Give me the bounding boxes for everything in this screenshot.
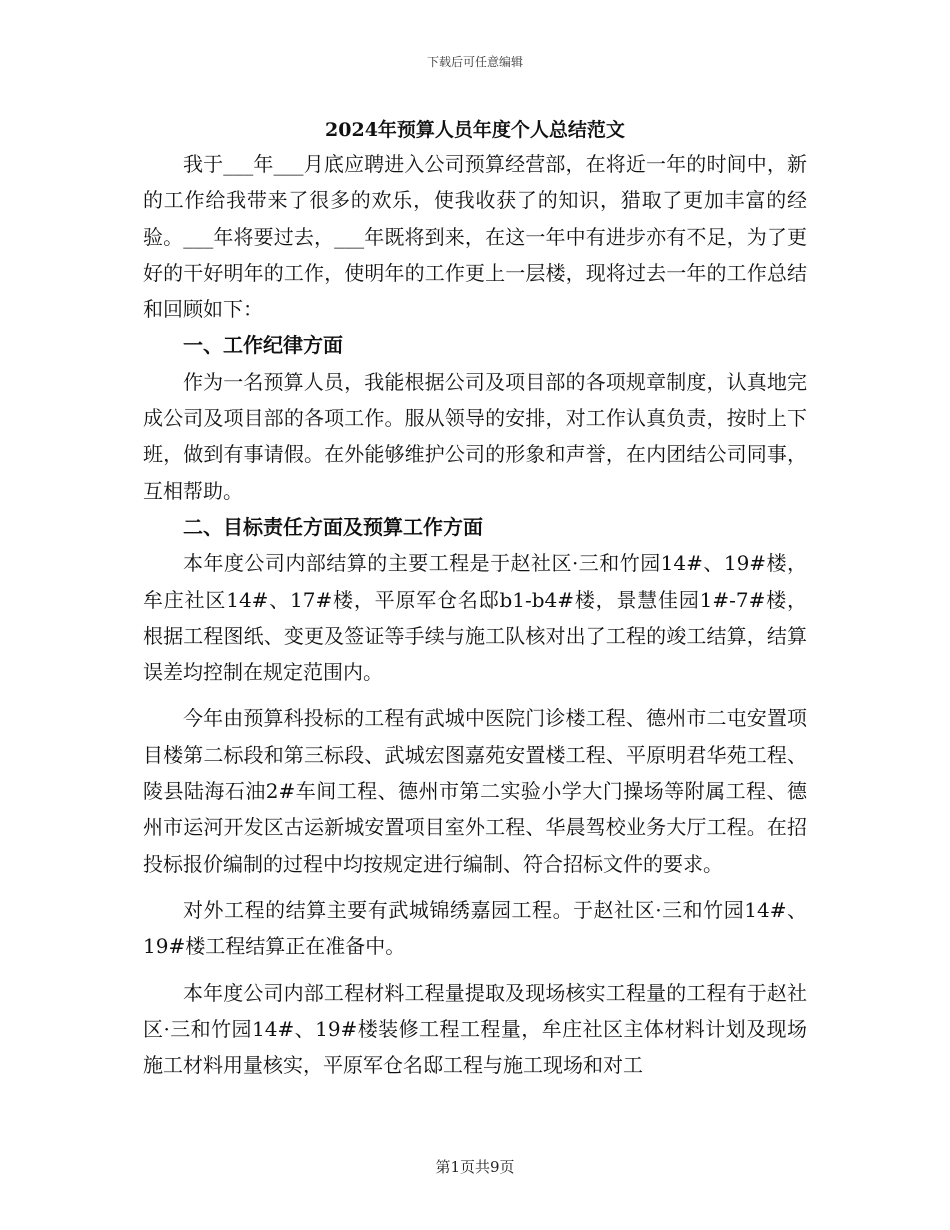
section-heading-targets-budget: 二、目标责任方面及预算工作方面: [183, 514, 483, 539]
paragraph-spacer: [143, 965, 807, 975]
paragraph-material-quantities: 本年度公司内部工程材料工程量提取及现场核实工程量的工程有于赵社区·三和竹园14#、19#楼装修工程工程量，牟庄社区主体材料计划及现场施工材料用量核实，平原军仓名邸工程与施工现场和对工: [143, 980, 807, 1078]
page-header-note: 下载后可任意编辑: [426, 55, 523, 69]
section-body-work-discipline: 作为一名预算人员，我能根据公司及项目部的各项规章制度，认真地完成公司及项目部的各项工作。服从领导的安排，对工作认真负责，按时上下班，做到有事请假。在外能够维护公司的形象和声誉，在内团结公司同事，互相帮助。: [143, 369, 807, 503]
paragraph-spacer: [143, 882, 807, 892]
paragraph-bidding-projects: 今年由预算科投标的工程有武城中医院门诊楼工程、德州市二屯安置项目楼第二标段和第三标段、武城宏图嘉苑安置楼工程、平原明君华苑工程、陵县陆海石油2#车间工程、德州市第二实验小学大门操场等附属工程、德州市运河开发区古运新城安置项目室外工程、华晨驾校业务大厅工程。在招投标报价编制的过程中均按规定进行编制、符合招标文件的要求。: [143, 706, 807, 876]
document-title: 2024年预算人员年度个人总结范文: [325, 119, 625, 141]
paragraph-spacer: [143, 690, 807, 700]
intro-paragraph: 我于___年___月底应聘进入公司预算经营部，在将近一年的时间中，新的工作给我带来了很多的欢乐，使我收获了的知识，猎取了更加丰富的经验。___年将要过去，___年既将到来，在这一年中有进步亦有不足，为了更好的干好明年的工作，使明年的工作更上一层楼，现将过去一年的工作总结和回顾如下：: [143, 152, 807, 322]
section-heading-work-discipline: 一、工作纪律方面: [183, 333, 343, 358]
document-body: [143, 146, 807, 1083]
paragraph-internal-settlement: 本年度公司内部结算的主要工程是于赵社区·三和竹园14#、19#楼，牟庄社区14#、17#楼，平原军仓名邸b1-b4#楼，景慧佳园1#-7#楼，根据工程图纸、变更及签证等手续与施工队核对出了工程的竣工结算，结算误差均控制在规定范围内。: [143, 551, 807, 685]
page-number-footer: 第1页共9页: [435, 1158, 515, 1176]
paragraph-external-settlement: 对外工程的结算主要有武城锦绣嘉园工程。于赵社区·三和竹园14#、19#楼工程结算正在准备中。: [143, 897, 807, 959]
